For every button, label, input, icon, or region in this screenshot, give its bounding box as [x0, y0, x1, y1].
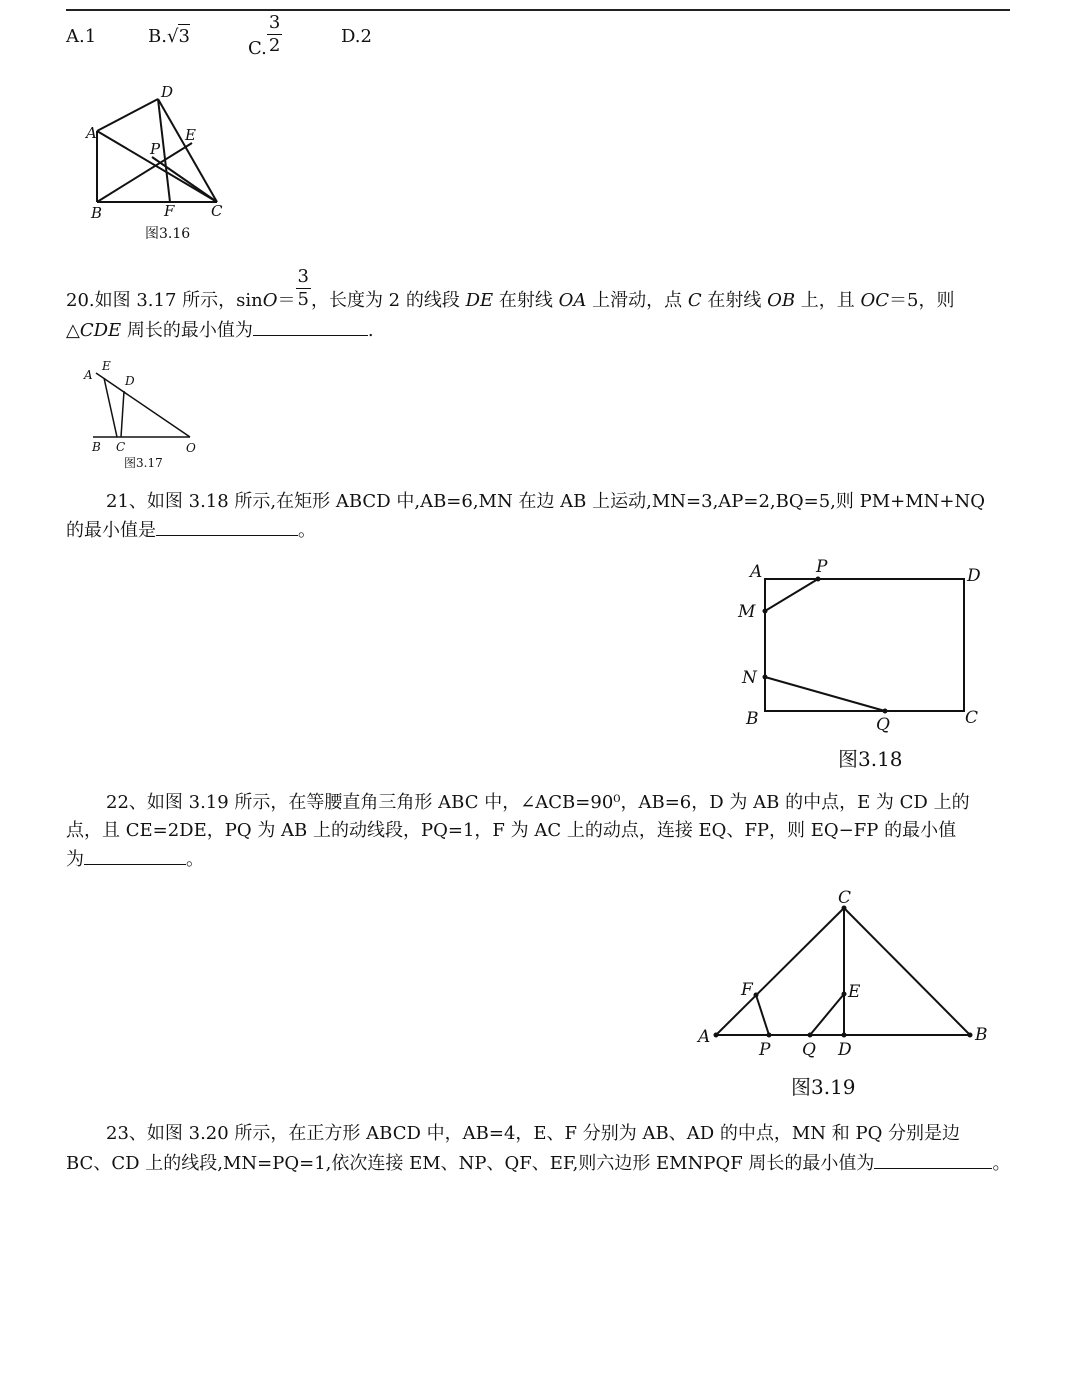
q22-end: 。 — [186, 849, 204, 870]
q21-text-line2: 的最小值是 — [66, 520, 156, 541]
option-c-denominator: 2 — [268, 35, 281, 56]
q21-end: 。 — [298, 520, 316, 541]
q20-triangle-sign: △ — [66, 320, 80, 341]
option-c-numerator: 3 — [268, 12, 281, 33]
q22-line1: 22、如图 3.19 所示，在等腰直角三角形 ABC 中，∠ACB=90⁰，AB=6，D 为 AB 的中点，E 为 CD 上的 — [106, 792, 970, 813]
q20-var-c: C — [687, 289, 702, 311]
label-F: F — [164, 202, 175, 220]
option-d: D.2 — [341, 26, 372, 47]
q20-text-e: 在射线 — [701, 289, 768, 311]
point-D — [842, 1033, 847, 1038]
label-E: E — [848, 982, 861, 1002]
label-B: B — [92, 440, 101, 454]
q20-var-ob: OB — [767, 289, 796, 311]
q22-line2: 点，且 CE=2DE，PQ 为 AB 上的动线段，PQ=1，F 为 AC 上的动点，连接 EQ、FP，则 EQ−FP 的最小值 — [66, 820, 957, 841]
label-D: D — [161, 83, 174, 101]
label-A: A — [86, 124, 97, 142]
q20-var-oa: OA — [558, 289, 587, 311]
label-Q: Q — [876, 715, 890, 735]
q20-var-de: DE — [465, 289, 494, 311]
label-B: B — [975, 1025, 988, 1045]
label-B: B — [91, 204, 103, 222]
q20-text-c: 在射线 — [493, 289, 559, 311]
q20-frac-den: 5 — [297, 289, 309, 310]
point-Q — [808, 1033, 813, 1038]
caption-3-16: 图3.16 — [145, 226, 191, 242]
label-B: B — [746, 709, 759, 729]
seg-qe — [810, 994, 844, 1035]
label-A: A — [750, 562, 763, 582]
label-C: C — [211, 202, 223, 220]
label-Q: Q — [802, 1040, 816, 1060]
point-E — [842, 992, 847, 997]
option-a: A.1 — [66, 26, 97, 47]
label-O: O — [186, 441, 196, 455]
q20-var-o: O — [262, 289, 278, 311]
q20-text-f: 上，且 — [795, 289, 861, 311]
q23-line1: 23、如图 3.20 所示，在正方形 ABCD 中，AB=4，E、F 分别为 AB、AD 的中点，MN 和 PQ 分别是边 — [106, 1123, 961, 1144]
q23-text-line2: BC、CD 上的线段,MN=PQ=1,依次连接 EM、NP、QF、EF,则六边形 EMNPQF 周长的最小值为 — [66, 1153, 875, 1174]
q20-end: . — [367, 320, 374, 341]
label-D: D — [838, 1040, 852, 1060]
label-D: D — [967, 566, 981, 586]
q21-line1: 21、如图 3.18 所示,在矩形 ABCD 中,AB=6,MN 在边 AB 上运动,MN=3,AP=2,BQ=5,则 PM+MN+NQ — [106, 491, 986, 512]
seg-fp — [756, 995, 769, 1035]
label-D: D — [125, 374, 135, 388]
caption-3-17: 图3.17 — [124, 456, 163, 470]
q20-eq: ＝ — [277, 289, 296, 311]
q20-text-g: ＝5，则 — [889, 289, 955, 311]
option-c-prefix: C. — [248, 37, 267, 59]
point-A — [714, 1033, 719, 1038]
q20-text-line2: 周长的最小值为 — [121, 320, 253, 341]
seg-cb — [844, 908, 970, 1035]
label-F: F — [741, 980, 753, 1000]
label-C: C — [965, 708, 979, 728]
option-b-prefix: B. — [148, 26, 167, 47]
point-P — [767, 1033, 772, 1038]
q20-text-a: 20.如图 3.17 所示，sin — [66, 289, 263, 311]
label-E: E — [102, 359, 111, 373]
label-N: N — [742, 668, 757, 688]
label-A: A — [698, 1027, 711, 1047]
point-F — [754, 993, 759, 998]
q23-answer-blank[interactable] — [874, 1153, 992, 1169]
q20-frac-num: 3 — [297, 266, 309, 287]
label-C: C — [116, 440, 126, 454]
q23-line2 — [66, 1153, 1010, 1173]
q22-text-line3: 为 — [66, 849, 84, 870]
q20-text-d: 上滑动，点 — [586, 289, 688, 311]
q20-text-b: ，长度为 2 的线段 — [310, 289, 466, 311]
label-E: E — [185, 126, 196, 144]
caption-3-18: 图3.18 — [838, 747, 903, 771]
point-B — [968, 1033, 973, 1038]
caption-3-19: 图3.19 — [791, 1075, 856, 1099]
q20-var-cde: CDE — [79, 320, 122, 341]
sqrt-sign: √ — [166, 26, 179, 47]
q23-end: 。 — [992, 1153, 1011, 1174]
label-P: P — [816, 557, 828, 577]
q20-var-oc: OC — [860, 289, 890, 311]
label-A: A — [84, 368, 93, 382]
label-M: M — [738, 602, 756, 622]
option-b-radicand: 3 — [178, 26, 190, 47]
label-C: C — [838, 888, 852, 908]
label-P: P — [150, 140, 161, 158]
label-P: P — [759, 1040, 771, 1060]
